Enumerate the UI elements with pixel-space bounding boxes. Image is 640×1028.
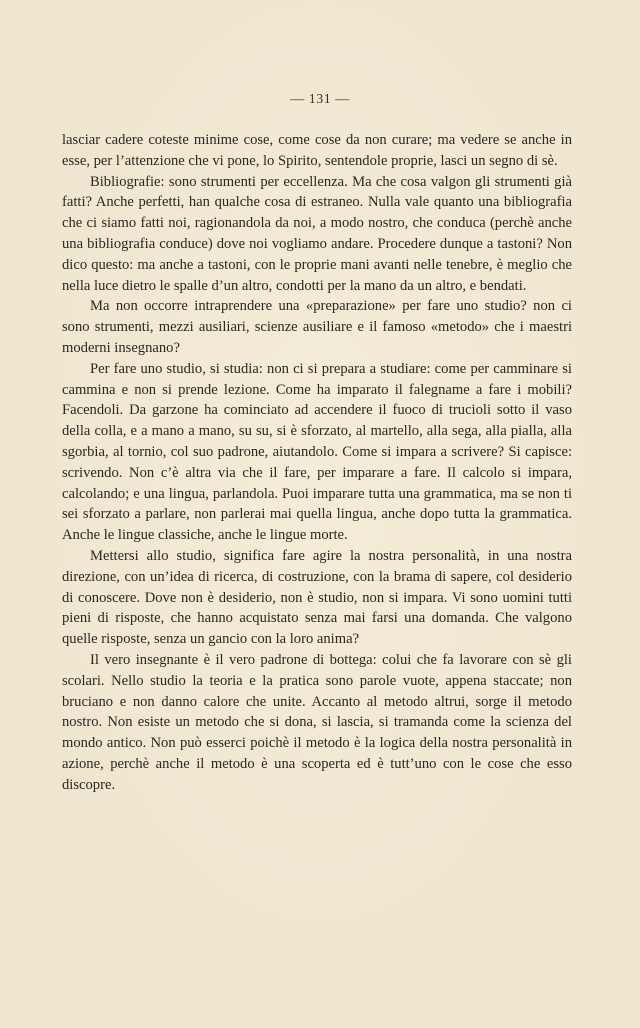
paragraph-3: Ma non occorre intraprendere una «preparazione» per fare uno studio? non ci sono strumenti, mezzi ausiliari, scienze ausiliare e il famoso «metodo» che i maestri moderni insegnano?	[62, 298, 572, 356]
paragraph-5: Mettersi allo studio, significa fare agire la nostra personalità, in una nostra direzione, con un’idea di ricerca, di costruzione, con la brama di sapere, col desiderio di conoscere. Dove non è desiderio, non è studio, non si impara. Vi sono uomini tutti pieni di risposte, che hanno acquistato senza mai farsi una domanda. Che valgono quelle risposte, senza un gancio con la loro anima?	[62, 547, 572, 648]
page-number: — 131 —	[290, 92, 350, 107]
paragraph-4: Per fare uno studio, si studia: non ci si prepara a studiare: come per camminare si cammina e non si prende lezione. Come ha imparato il falegname a fare i mobili? Facendoli. Da garzone ha cominciato ad accendere il fuoco di trucioli sotto il vaso della colla, e a mano a mano, su su, si è sforzato, al martello, alla sega, alla pialla, alla sgorbia, al tornio, col suo padrone, aiutandolo. Come si impara a scrivere? Si capisce: scrivendo. Non c’è altra via che il fare, per imparare a fare. Il calcolo si impara, calcolando; e una lingua, parlandola. Puoi imparare tutta una grammatica, ma se non ti sei sforzato a parlare, non parlerai mai quella lingua, anche dopo tutta la grammatica. Anche le lingue classiche, anche le lingue morte.	[62, 360, 572, 544]
paragraph-2: Bibliografie: sono strumenti per eccellenza. Ma che cosa valgon gli strumenti già fatti? Anche perfetti, han qualche cosa di estraneo. Nulla vale quanto una bibliografia che ci siamo fatti noi, ragionandola da noi, a modo nostro, che conduca (perchè anche una bibliografia conduce) dove noi vogliamo andare. Procedere dunque a tastoni? Non dico questo: ma anche a tastoni, con le proprie mani avanti nelle tenebre, è meglio che nella luce dietro le spalle d’un altro, condotti per la mano da un altro, e bendati.	[62, 173, 572, 294]
body-text	[62, 130, 572, 796]
paragraph-6: Il vero insegnante è il vero padrone di bottega: colui che fa lavorare con sè gli scolari. Nello studio la teoria e la pratica sono parole vuote, appena staccate; non bruciano e non danno calore che unite. Accanto al metodo altrui, sorge il metodo nostro. Non esiste un metodo che si dona, si lascia, si tramanda come la scienza del mondo antico. Non può esserci poichè il metodo è la logica della nostra personalità in azione, perchè anche il metodo è una scoperta ed è tutt’uno con le cose che esso discopre.	[62, 651, 572, 793]
paragraph-1: lasciar cadere coteste minime cose, come cose da non curare; ma vedere se anche in esse, per l’attenzione che vi pone, lo Spirito, sentendole proprie, lasci un segno di sè.	[62, 132, 572, 169]
